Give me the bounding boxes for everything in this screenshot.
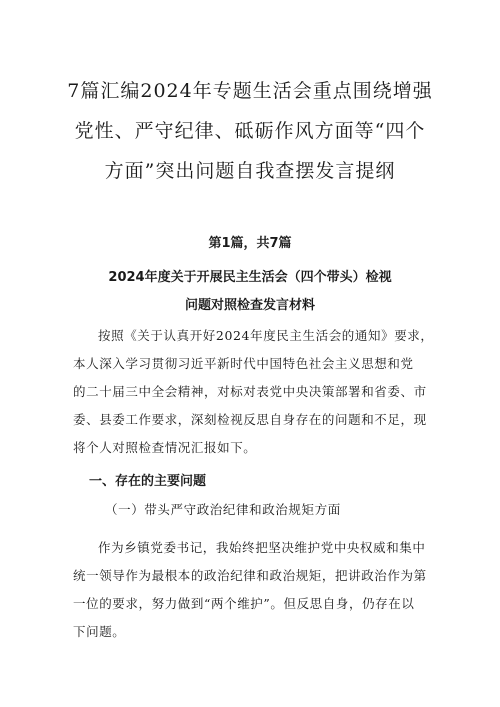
body-paragraph [73, 534, 443, 646]
body-line: 统一领导作为最根本的政治纪律和政治规矩，把讲政治作为第 [73, 568, 427, 583]
intro-line: 将个人对照检查情况汇报如下。 [73, 440, 257, 455]
part-label: 第1篇，共7篇 [208, 236, 292, 251]
body-line: 作为乡镇党委书记，我始终把坚决维护党中央权威和集中 [98, 540, 426, 555]
body-line: 一位的要求，努力做到“两个维护”。但反思自身，仍存在以 [73, 596, 415, 611]
intro-paragraph [73, 322, 443, 462]
intro-line: 按照《关于认真开好2024年度民主生活会的通知》要求， [98, 328, 434, 343]
document-title-line-1: 7篇汇编2024年专题生活会重点围绕增强 [67, 80, 433, 102]
body-line: 下问题。 [73, 624, 126, 639]
intro-line: 本人深入学习贯彻习近平新时代中国特色社会主义思想和党 [73, 356, 414, 371]
subsection-heading: （一）带头严守政治纪律和政治规矩方面 [105, 502, 341, 517]
document-title-line-3: 方面”突出问题自我查摆发言提纲 [104, 160, 396, 182]
intro-line: 委、县委工作要求，深刻检视反思自身存在的问题和不足，现 [73, 412, 427, 427]
subtitle-line-2: 问题对照检查发言材料 [184, 298, 315, 313]
subtitle-line-1: 2024年度关于开展民主生活会（四个带头）检视 [108, 270, 392, 285]
section-heading: 一、存在的主要问题 [89, 474, 207, 489]
document-title-line-2: 党性、严守纪律、砥砺作风方面等“四个 [74, 120, 426, 142]
intro-line: 的二十届三中全会精神，对标对表党中央决策部署和省委、市 [73, 384, 427, 399]
